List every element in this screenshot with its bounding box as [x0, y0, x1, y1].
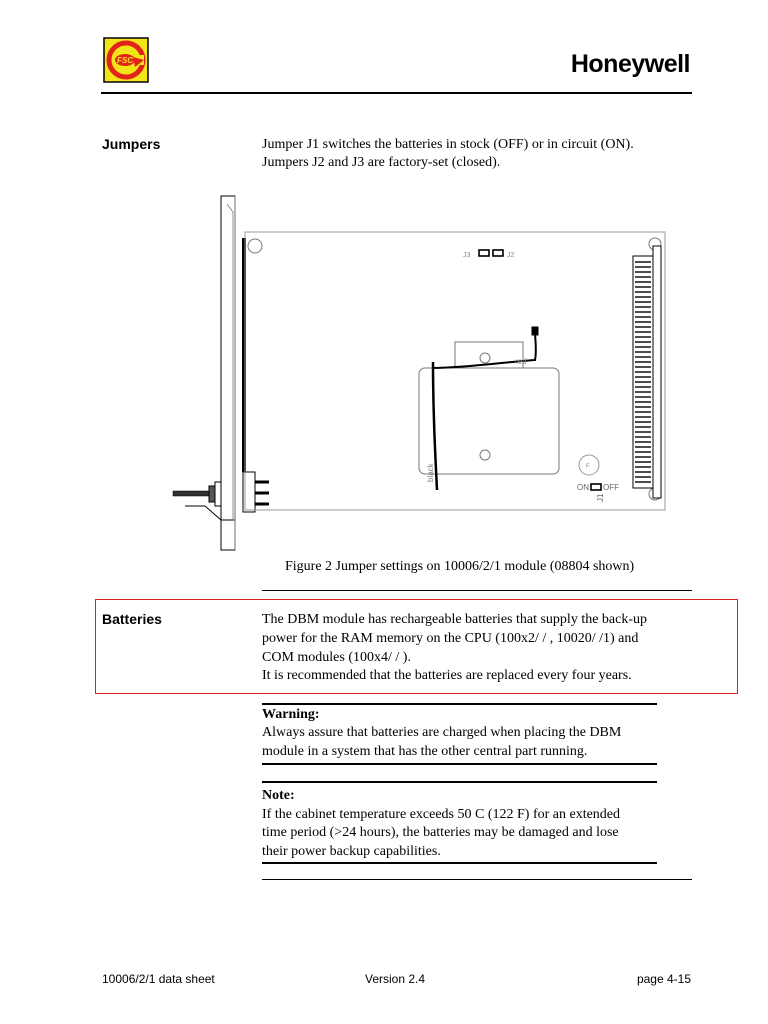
warning-line-2: module in a system that has the other central part running. — [262, 744, 588, 759]
note-line-3: their power backup capabilities. — [262, 844, 441, 859]
front-pin — [173, 482, 221, 520]
label-j1: J1 — [596, 493, 605, 502]
jumper-j1 — [577, 455, 619, 502]
label-f: F — [586, 464, 590, 470]
figure-caption: Figure 2 Jumper settings on 10006/2/1 module (08804 shown) — [285, 559, 635, 574]
batteries-line-3: COM modules (100x4/ / ). — [262, 650, 411, 665]
batteries-heading: Batteries — [102, 611, 162, 627]
battery-pack — [419, 342, 559, 474]
label-red: red — [515, 357, 527, 366]
jumper-j2-j3 — [463, 250, 515, 259]
panel-connector — [243, 472, 269, 512]
note-line-1: If the cabinet temperature exceeds 50 C (122 F) for an extended — [262, 807, 621, 822]
warning-line-1: Always assure that batteries are charged when placing the DBM — [262, 725, 622, 740]
note-bottom-rule — [262, 862, 657, 864]
brand-name: Honeywell — [570, 50, 690, 78]
jumpers-line-2: Jumpers J2 and J3 are factory-set (closed). — [262, 155, 501, 170]
warning-heading: Warning: — [262, 707, 320, 722]
footer-doc-name: 10006/2/1 data sheet — [102, 972, 215, 986]
footer-version: Version 2.4 — [365, 972, 426, 986]
batteries-line-2: power for the RAM memory on the CPU (100x2/ / , 10020/ /1) and — [262, 631, 639, 646]
label-on: ON — [577, 483, 589, 492]
warning-bottom-rule — [262, 763, 657, 765]
caption-rule — [262, 590, 692, 591]
label-black: black — [426, 463, 435, 482]
batteries-line-1: The DBM module has rechargeable batteries that supply the back-up — [262, 612, 648, 627]
batteries-line-4: It is recommended that the batteries are replaced every four years. — [262, 668, 632, 683]
note-heading: Note: — [262, 788, 295, 803]
label-off: OFF — [603, 483, 619, 492]
section-end-rule — [262, 879, 692, 880]
jumpers-line-1: Jumper J1 switches the batteries in stock (OFF) or in circuit (ON). — [262, 137, 634, 152]
note-line-2: time period (>24 hours), the batteries may be damaged and lose — [262, 825, 619, 840]
fsc-logo — [103, 37, 149, 83]
jumpers-heading: Jumpers — [102, 136, 161, 152]
logo-text: FSC — [117, 56, 133, 65]
footer-page-number: page 4-15 — [636, 972, 691, 986]
warning-top-rule — [262, 703, 657, 705]
header-rule — [101, 92, 692, 94]
label-j2: J2 — [507, 252, 515, 259]
module-drawing — [165, 190, 685, 555]
label-j3: J3 — [463, 252, 471, 259]
front-panel — [221, 196, 244, 550]
edge-connector — [633, 246, 661, 498]
note-top-rule — [262, 781, 657, 783]
mounting-hole — [248, 239, 262, 253]
